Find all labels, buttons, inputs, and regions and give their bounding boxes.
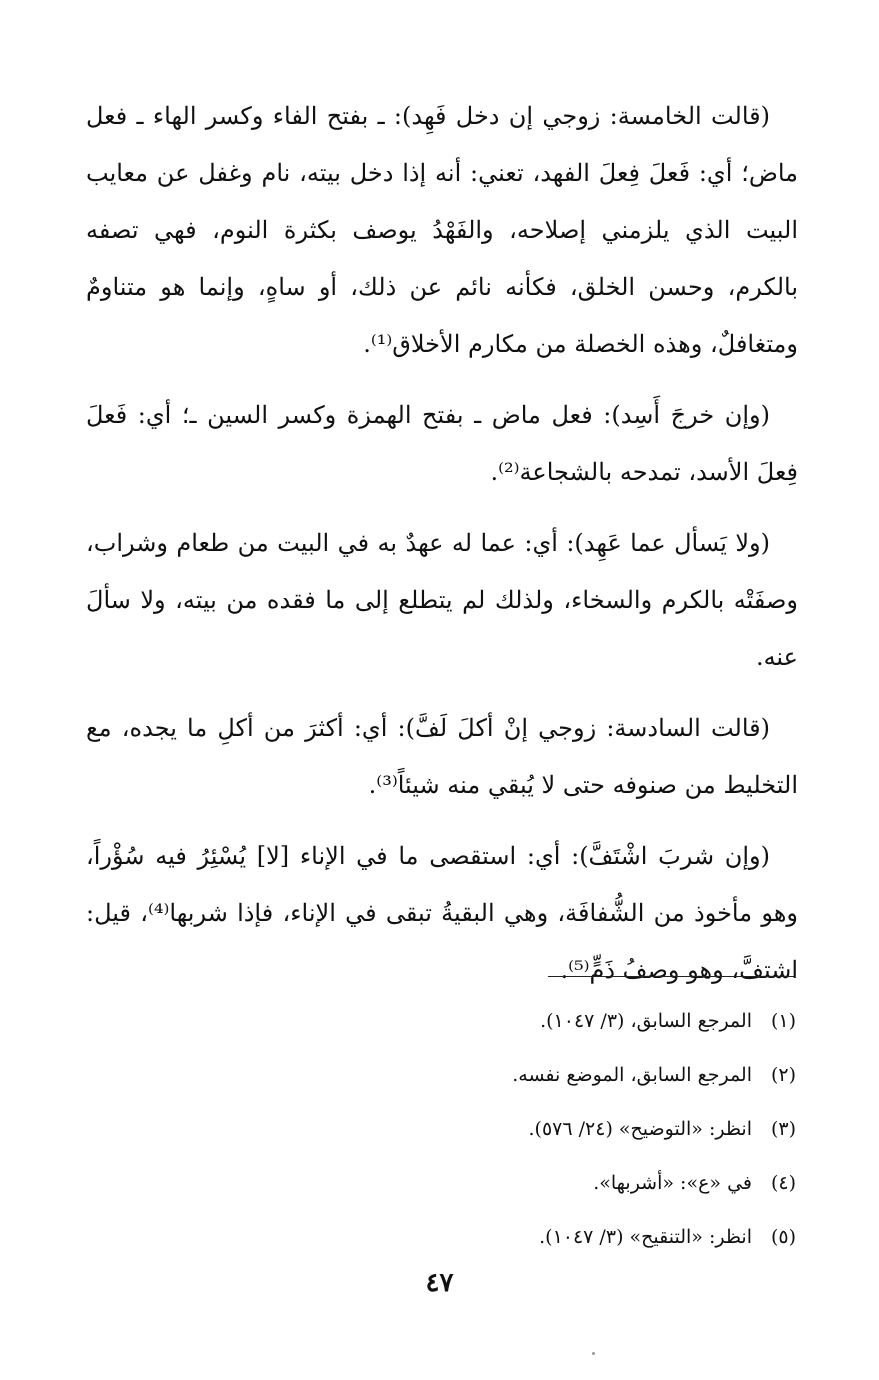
footnote-separator: [548, 976, 794, 977]
footnote-number: (١): [770, 1010, 796, 1032]
footnote-text: انظر: «التوضيح» (٢٤/ ٥٧٦).: [528, 1118, 752, 1140]
footnote-text: المرجع السابق، الموضع نفسه.: [512, 1064, 752, 1086]
footnote-5: [200, 1210, 796, 1264]
paragraph-1: (قالت الخامسة: زوجي إن دخل فَهِد): ـ بفتح الفاء وكسر الهاء ـ فعل ماض؛ أي: فَعلَ فِعلَ الفهد، تعني: أنه إذا دخل بيته، نام وغفل عن معايب البيت الذي يلزمني إصلاحه، والفَهْدُ يوصف بكثرة النوم، فهي تصفه بالكرم، وحسن الخلق، فكأنه نائم عن ذلك، أو ساهٍ، وإنما هو متناومٌ ومتغافلٌ، وهذه الخصلة من مكارم الأخلاق⁽¹⁾.: [86, 102, 799, 358]
paragraph-5: (وإن شربَ اشْتَفَّ): أي: استقصى ما في الإناء [لا] يُسْئِرُ فيه سُؤْراً، وهو مأخوذ من الشُّفافَة، وهي البقيةُ تبقى في الإناء، فإذا شربها⁽⁴⁾، قيل: اشتفَّ، وهو وصفُ ذَمٍّ⁽⁵⁾.: [86, 842, 799, 984]
paragraph-4: (قالت السادسة: زوجي إنْ أكلَ لَفَّ): أي: أكثرَ من أكلِ ما يجده، مع التخليط من صنوفه حتى لا يُبقي منه شيئاً⁽³⁾.: [86, 714, 798, 799]
scan-speck: [592, 1352, 595, 1355]
paragraph-3: (ولا يَسأل عما عَهِد): أي: عما له عهدٌ به في البيت من طعام وشراب، وصفَتْه بالكرم والسخاء، ولذلك لم يتطلع إلى ما فقده من بيته، ولا سألَ عنه.: [86, 529, 798, 671]
footnote-text: في «ع»: «أشربها».: [593, 1172, 752, 1194]
footnote-number: (٣): [770, 1118, 796, 1140]
footnote-2: [200, 1048, 796, 1102]
footnote-4: [200, 1156, 796, 1210]
footnotes: [200, 994, 796, 1264]
footnote-3: [200, 1102, 796, 1156]
footnote-text: المرجع السابق، (٣/ ١٠٤٧).: [540, 1010, 752, 1032]
footnote-1: [200, 994, 796, 1048]
footnote-number: (٢): [770, 1064, 796, 1086]
paragraph-2: (وإن خرجَ أَسِد): فعل ماض ـ بفتح الهمزة وكسر السين ـ؛ أي: فَعلَ فِعلَ الأسد، تمدحه بالشجاعة⁽²⁾.: [86, 401, 798, 486]
page-number: ٤٧: [425, 1268, 454, 1298]
footnote-text: انظر: «التنقيح» (٣/ ١٠٤٧).: [539, 1226, 752, 1248]
footnote-number: (٤): [770, 1172, 796, 1194]
footnote-number: (٥): [770, 1226, 796, 1248]
main-text: [86, 88, 798, 1013]
